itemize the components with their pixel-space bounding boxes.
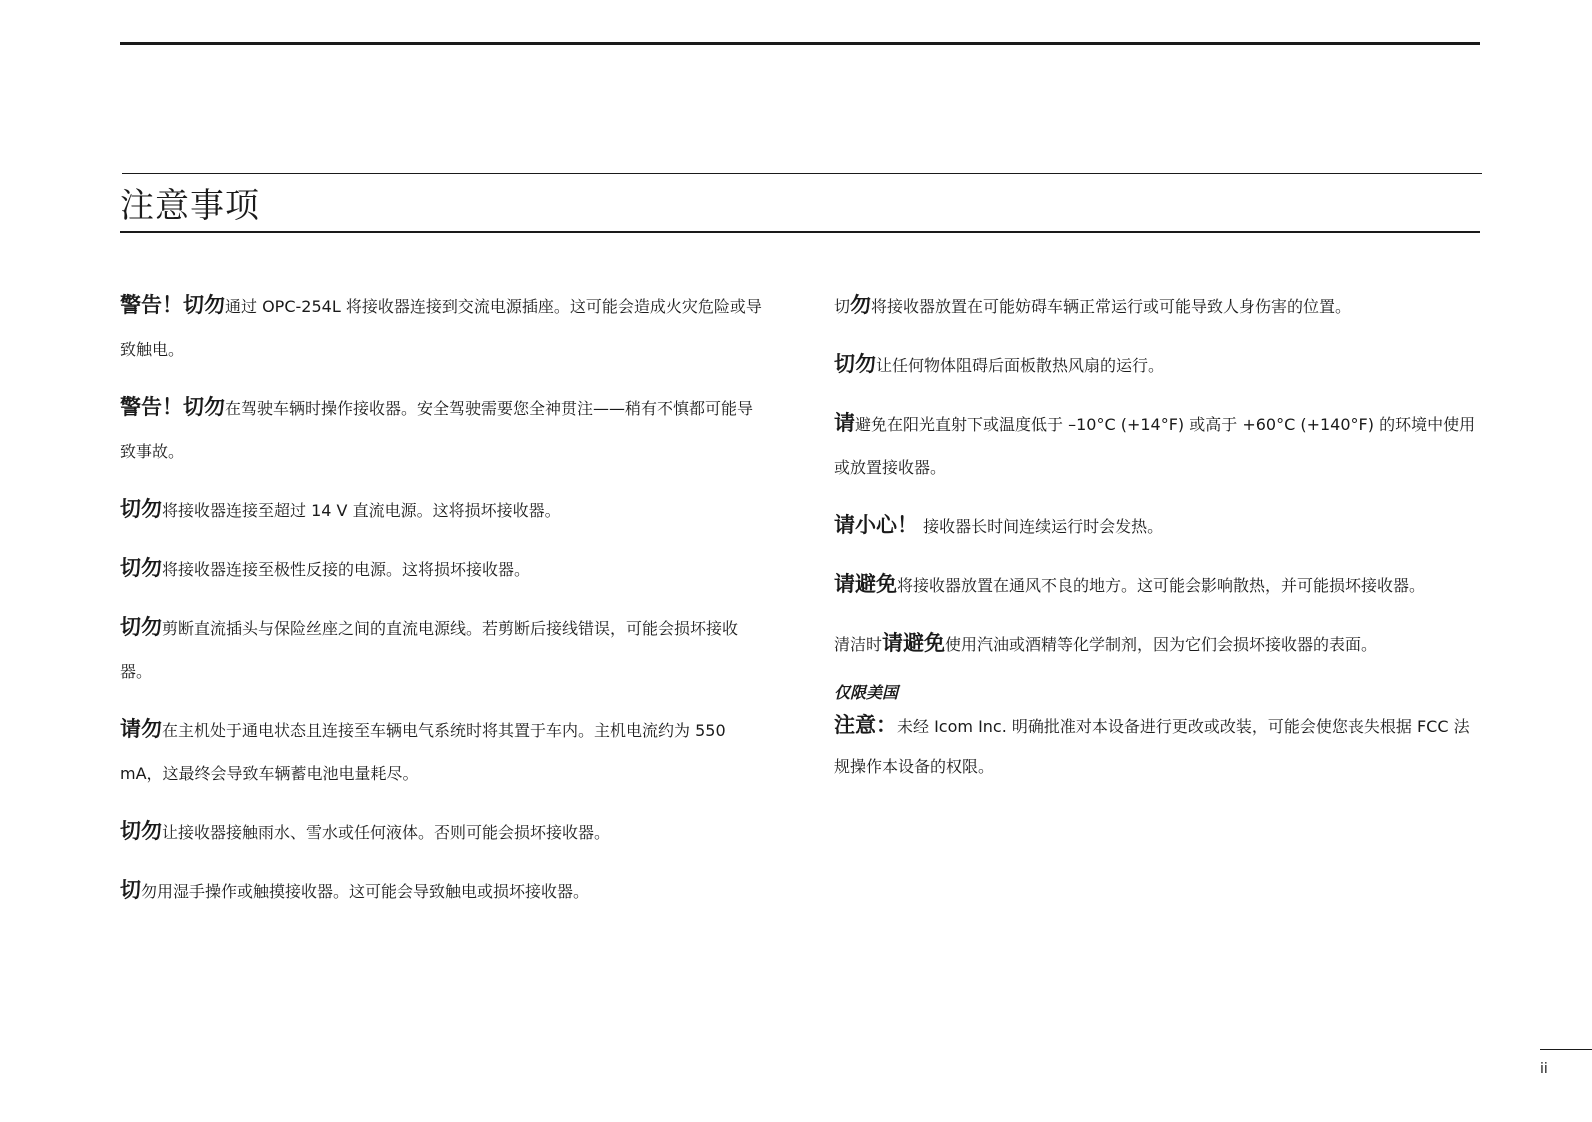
precaution-item [120, 386, 768, 473]
precaution-text: 接收器长时间连续运行时会发热。 [923, 517, 1164, 536]
page-number: ii [1540, 1061, 1548, 1077]
precaution-item [120, 869, 768, 913]
precaution-prefix: 切 [834, 297, 851, 316]
precaution-text: 将接收器放置在可能妨碍车辆正常运行或可能导致人身伤害的位置。 [871, 297, 1352, 316]
precaution-keyword: 切勿 [120, 497, 162, 521]
precaution-item [120, 708, 768, 795]
usa-only-label: 仅限美国 [834, 683, 899, 702]
precaution-keyword: 切勿 [120, 556, 162, 580]
precaution-keyword: 警告！切勿 [120, 293, 225, 317]
precaution-item [120, 810, 768, 854]
precaution-keyword: 切勿 [834, 352, 876, 376]
precaution-text: 通过 OPC-254L 将接收器连接到交流电源插座。这可能会造成火灾危险或导致触电。 [120, 297, 762, 359]
precaution-keyword: 请 [834, 411, 855, 435]
precaution-text: 让接收器接触雨水、雪水或任何液体。否则可能会损坏接收器。 [162, 823, 611, 842]
precaution-text: 将接收器放置在通风不良的地方。这可能会影响散热，并可能损坏接收器。 [897, 576, 1426, 595]
precaution-text: 在驾驶车辆时操作接收器。安全驾驶需要您全神贯注——稍有不慎都可能导致事故。 [120, 399, 754, 461]
precaution-keyword: 请勿 [120, 717, 162, 741]
precaution-item [834, 622, 1484, 666]
precaution-item [834, 343, 1484, 387]
notice-text: 未经 Icom Inc. 明确批准对本设备进行更改或改装，可能会使您丧失根据 FCC 法规操作本设备的权限。 [834, 717, 1470, 776]
page-title: 注意事项 [120, 186, 260, 226]
precaution-keyword: 请小心！ [834, 513, 918, 537]
precaution-text: 勿用湿手操作或触摸接收器。这可能会导致触电或损坏接收器。 [141, 882, 590, 901]
precaution-item [120, 547, 768, 591]
precaution-text: 在主机处于通电状态且连接至车辆电气系统时将其置于车内。主机电流约为 550 mA，这最终会导致车辆蓄电池电量耗尽。 [120, 721, 726, 783]
precaution-text: 让任何物体阻碍后面板散热风扇的运行。 [876, 356, 1165, 375]
precaution-keyword: 切 [120, 878, 141, 902]
precaution-text: 使用汽油或酒精等化学制剂，因为它们会损坏接收器的表面。 [945, 635, 1378, 654]
title-bottom-rule [120, 231, 1480, 233]
right-column [834, 284, 1484, 787]
notice-keyword: 注意： [834, 713, 897, 737]
precaution-keyword: 请避免 [834, 572, 897, 596]
precaution-keyword: 切勿 [120, 615, 162, 639]
precaution-item [834, 402, 1484, 489]
precaution-item [834, 504, 1484, 548]
fcc-notice [834, 705, 1484, 787]
precaution-keyword: 切勿 [120, 819, 162, 843]
precaution-keyword: 请避免 [882, 631, 946, 655]
precaution-text: 避免在阳光直射下或温度低于 –10°C (+14°F) 或高于 +60°C (+140°F) 的环境中使用或放置接收器。 [834, 415, 1476, 477]
precaution-text: 将接收器连接至超过 14 V 直流电源。这将损坏接收器。 [162, 501, 561, 520]
precaution-item [120, 284, 768, 371]
precaution-item [120, 606, 768, 693]
precaution-text: 剪断直流插头与保险丝座之间的直流电源线。若剪断后接线错误，可能会损坏接收器。 [120, 619, 739, 681]
precaution-item [834, 284, 1484, 328]
precaution-item [834, 563, 1484, 607]
precaution-text: 将接收器连接至极性反接的电源。这将损坏接收器。 [162, 560, 531, 579]
footer-rule [1540, 1049, 1592, 1050]
precaution-item [120, 488, 768, 532]
precaution-keyword: 勿 [850, 293, 872, 317]
left-column [120, 284, 768, 928]
precaution-keyword: 警告！切勿 [120, 395, 225, 419]
precaution-prefix: 清洁时 [834, 635, 883, 654]
top-rule [120, 42, 1480, 45]
title-top-rule [122, 173, 1482, 174]
